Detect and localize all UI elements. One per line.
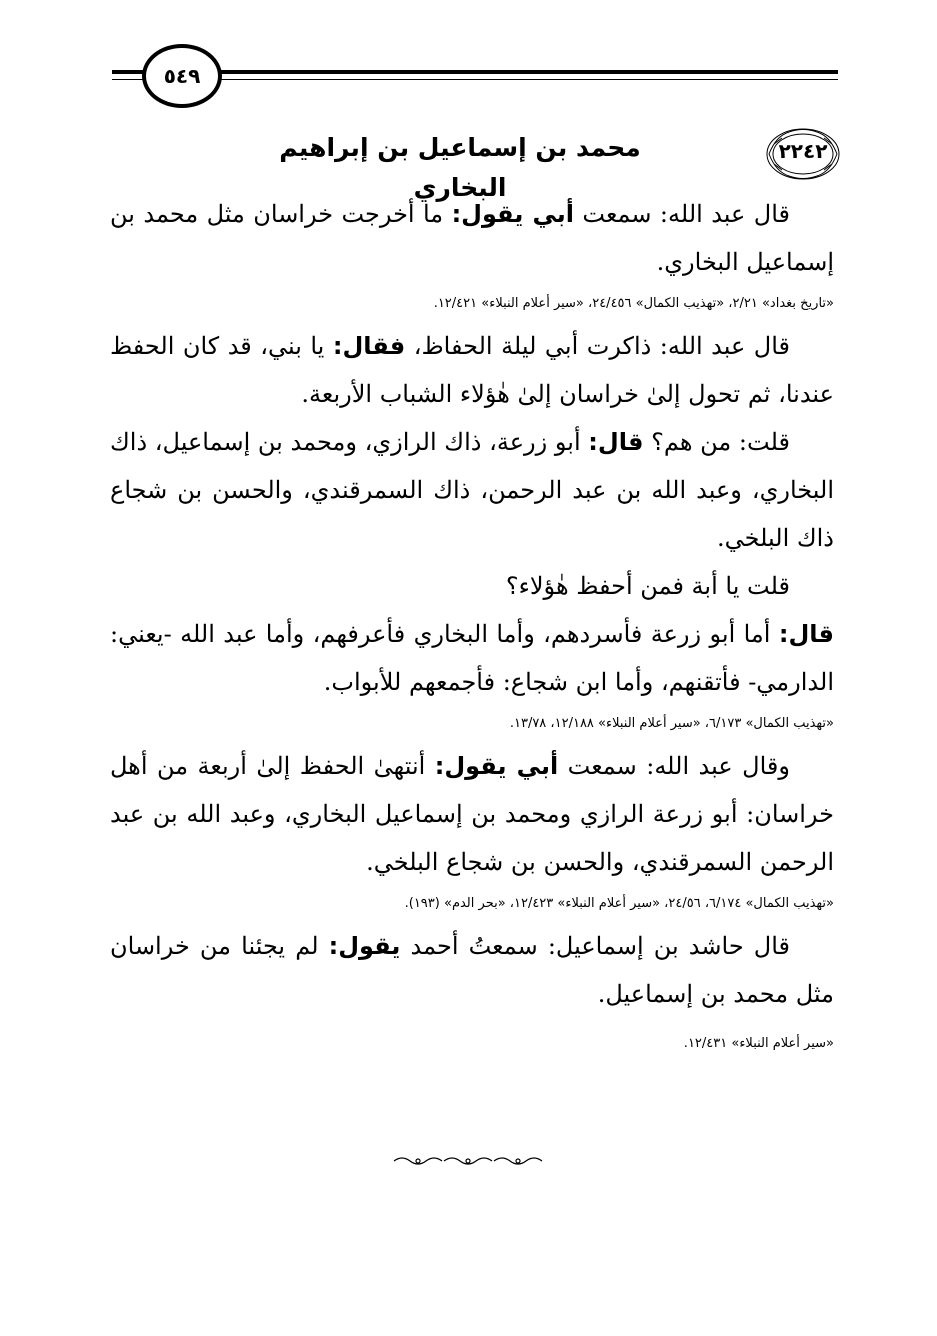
paragraph: وقال عبد الله: سمعت أبي يقول: أنتهىٰ الحفظ إلىٰ أربعة من أهل خراسان: أبو زرعة الرازي ومحمد بن إسماعيل البخاري، وعبد الله بن عبد الرحمن السمرقندي، والحسن بن شجاع البلخي.	[110, 752, 834, 876]
reference-note: «تهذيب الكمال» ٦/١٧٣، «سير أعلام النبلاء» ١٢/١٨٨، ١٣/٧٨.	[509, 716, 834, 731]
paragraph: قال عبد الله: ذاكرت أبي ليلة الحفاظ، فقال: يا بني، قد كان الحفظ عندنا، ثم تحول إلىٰ خراسان إلىٰ هٰؤلاء الشباب الأربعة.	[110, 332, 834, 408]
reference-note: «تاريخ بغداد» ٢/٢١، «تهذيب الكمال» ٢٤/٤٥٦، «سير أعلام النبلاء» ١٢/٤٢١.	[433, 296, 834, 311]
paragraph: قال حاشد بن إسماعيل: سمعتُ أحمد يقول: لم يجئنا من خراسان مثل محمد بن إسماعيل.	[110, 932, 834, 1008]
paragraph: قلت: من هم؟ قال: أبو زرعة، ذاك الرازي، ومحمد بن إسماعيل، ذاك البخاري، وعبد الله بن عبد الرحمن، ذاك السمرقندي، والحسن بن شجاع ذاك البلخي.	[110, 428, 834, 552]
page-title: محمد بن إسماعيل بن إبراهيم البخاري	[279, 133, 641, 202]
entry-number: ٢٢٤٢	[778, 139, 828, 163]
main-text	[110, 190, 834, 1062]
paragraph: قلت يا أبة فمن أحفظ هٰؤلاء؟	[505, 572, 790, 600]
page-number: ٥٤٩	[142, 44, 222, 108]
entry-number-badge	[764, 126, 842, 182]
reference-note: «سير أعلام النبلاء» ١٢/٤٣١.	[683, 1036, 834, 1051]
reference-note: «تهذيب الكمال» ٦/١٧٤، ٢٤/٥٦، «سير أعلام النبلاء» ١٢/٤٢٣، «بحر الدم» (١٩٣).	[404, 896, 834, 911]
paragraph: قال: أما أبو زرعة فأسردهم، وأما البخاري فأعرفهم، وأما عبد الله -يعني: الدارمي- فأتقنهم، وأما ابن شجاع: فأجمعهم للأبواب.	[110, 620, 834, 696]
paragraph: قال عبد الله: سمعت أبي يقول: ما أخرجت خراسان مثل محمد بن إسماعيل البخاري.	[110, 200, 834, 276]
section-end-ornament-icon	[392, 1153, 544, 1167]
